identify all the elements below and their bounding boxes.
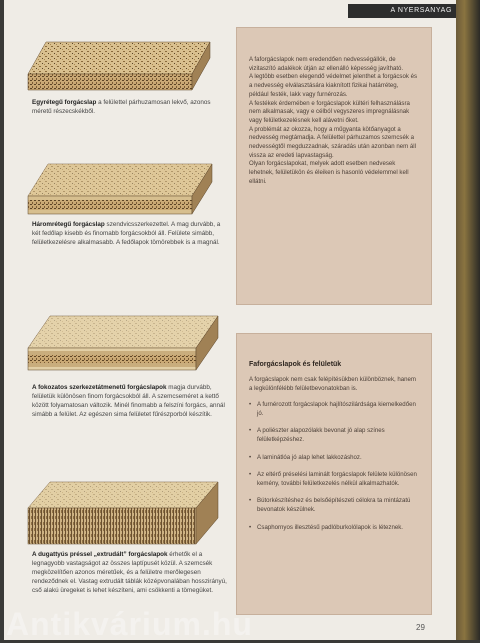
book-edge <box>456 0 480 640</box>
box2-intro: A forgácslapok nem csak felépítésükben különböznek, hanem a legkülönfélébb felületbevonatokban is. <box>249 376 417 392</box>
box1-paragraph: A festékek érdemében e forgácslapok kültéri felhasználásra nem alkalmasak, vagy e célból vegyszeres impregnálásnak vagy felületkezelésnek kell alávetni őket. <box>249 99 410 124</box>
graded-board-illustration <box>26 312 222 376</box>
surfaces-info-box <box>236 333 432 615</box>
list-item: • A poliészter alapozólakk bevonat jó alap színes felületképzéshez. <box>249 427 419 444</box>
box1-paragraph: A legtöbb esetben elegendő védelmet jelenthet a forgácsok és a nedvesség elválasztására kiaknított fizikai határréteg, például festék, lakk vagy furnérozás. <box>249 73 418 98</box>
page-number: 29 <box>416 623 425 632</box>
list-item: • Bútorkészítéshez és belsőépítészeti célokra ta mintázatú bevonatok készülnek. <box>249 497 419 514</box>
list-item: • Az eltérő préselési laminált forgácslapok felülete különösen kemény, további felületkezelés nélkül alkalmazhatók. <box>249 471 419 488</box>
surface-list <box>249 401 419 532</box>
extruded-board-illustration <box>26 478 222 548</box>
book-page <box>4 0 456 640</box>
box1-paragraph: Olyan forgácslapokat, melyek adott esetben nedvesek lehetnek, felületükön és éleiken is hasonló védelemmel kell ellátni. <box>249 160 409 185</box>
caption-single-layer: Egyrétegű forgácslap a felülettel párhuzamosan lekvő, azonos méretű részecskékből. <box>32 99 211 115</box>
box2-title: Faforgácslapok és felületük <box>249 361 342 368</box>
box1-paragraph: A faforgácslapok nem eredendően nedvességállók, de vizitaszító adalékok útján az ellenálló képesség javítható. <box>249 56 404 72</box>
caption-graded: A fokozatos szerkezetátmenetű forgácslapok magja durvább, felületük különösen finom forgácsokból áll. A szemcseméret a kettő között folyamatosan változik. Minél finomabb a felszíni forgács, annál simább a felület. Az egészen sima felületet fűrészporból készítik. <box>32 384 225 418</box>
list-item: • A furnérozott forgácslapok hajlítószilárdsága kiemelkedően jó. <box>249 401 419 418</box>
caption-three-layer: Háromrétegű forgácslap szendvicsszerkezettel. A mag durvább, a két fedőlap kisebb és finomabb forgácsokból áll. Felülete simább, felületkezelésre alkalmasabb. A fedőlapok tömörebbek is a magnál. <box>32 221 221 246</box>
watermark-logo: Antikvárium.hu <box>6 606 253 642</box>
three-layer-board-illustration <box>26 160 216 222</box>
list-item: • A laminátlóa jó alap lehet lakkozáshoz. <box>249 454 419 463</box>
chapter-header: A NYERSANYAG <box>348 4 460 18</box>
caption-extruded: A dugattyús préssel „extrudált” forgácslapok érhetők el a legnagyobb vastagságot az összes laptípusét közül. A szemcsék megközelítően azonos méretűek, és a felületre merőlegesen rendeződnek el. Vastag extrudált táblák középvonalában hosszirányú, cső alakú üregeket is lehet készíteni, ami csökkenti a tömegüket. <box>32 551 227 594</box>
list-item: • Csaphornyos illesztésű padlóburkolólapok is léteznek. <box>249 524 419 533</box>
moisture-info-box <box>236 27 432 305</box>
box1-paragraph: A problémát az okozza, hogy a műgyanta kötőanyagot a nedvesség megtámadja. A felülettel párhuzamos szemcsék a nedvességtől megduzzadnak, száradás után azonban nem áll vissza az eredeti lapvastagság. <box>249 125 417 159</box>
single-layer-board-illustration <box>26 40 216 98</box>
